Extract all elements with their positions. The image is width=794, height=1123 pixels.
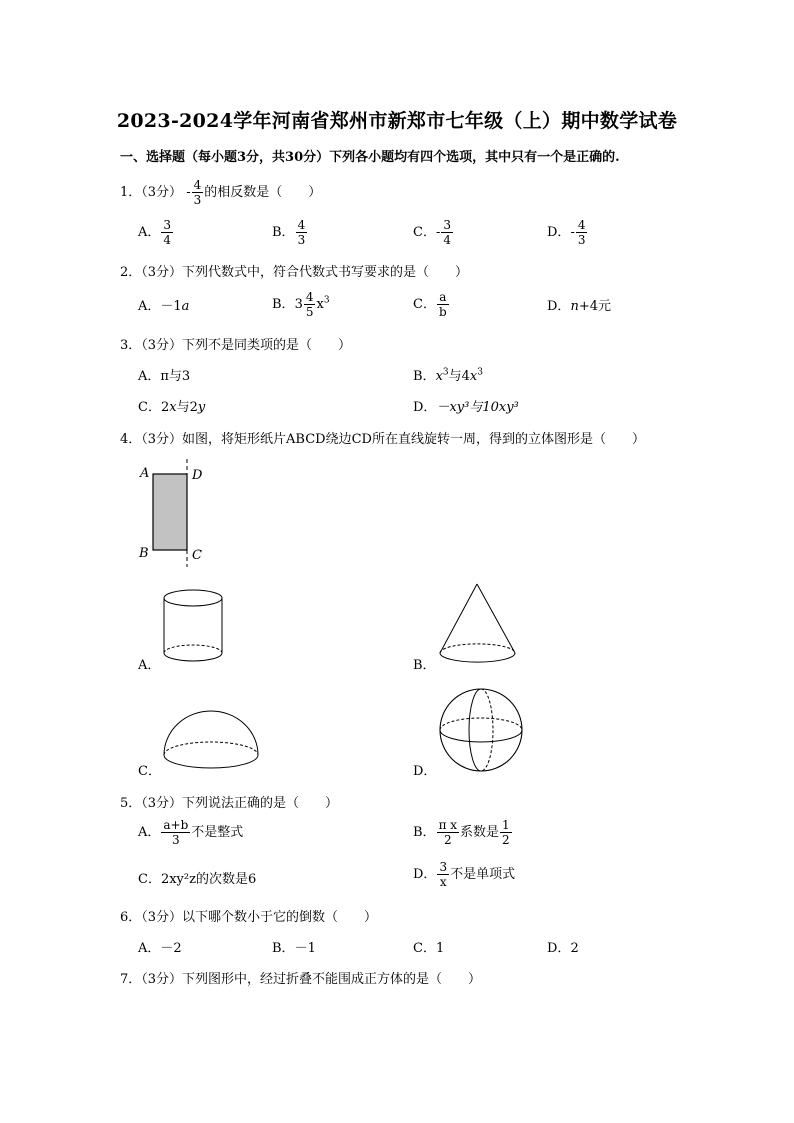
q1-option-a: A． $\frac{3}{4}$ [138,218,172,247]
q1-fraction: $\frac{4}{3}$ [193,178,202,207]
q6-option-c: C．1 [413,941,445,956]
question-3-stem: 3．（3分）下列不是同类项的是（ ） [120,338,352,353]
exam-title: 2023-2024学年河南省郑州市新郑市七年级（上）期中数学试卷 [116,110,678,132]
q2-option-d: D．n+4元 [547,299,611,314]
q1-option-b: B． $\frac{4}{3}$ [272,218,306,247]
question-4-stem: 4．（3分）如图，将矩形纸片ABCD绕边CD所在直线旋转一周，得到的立体图形是（ ） [120,432,645,447]
vertex-label-b: B [139,546,149,561]
rectangle-abcd-figure [130,455,220,575]
q1-stem-prefix: 1．（3分） [120,185,183,200]
rectangle-paper [153,474,187,550]
q1-option-d: D．- $\frac{4}{3}$ [547,218,586,247]
q1-neg-sign: - [186,185,191,200]
q5-option-b: B． $\frac{\text{π x}}{2}$ 系数是 $\frac{1}{2}$ [413,818,510,847]
question-2-stem: 2．（3分）下列代数式中，符合代数式书写要求的是（ ） [120,265,469,280]
question-7-stem: 7．（3分）下列图形中，经过折叠不能围成正方体的是（ ） [120,972,482,987]
q5-option-d: D． $\frac{3}{x}$ 不是单项式 [413,860,516,889]
q3-option-d: D．－xy³与10xy³ [413,400,519,415]
q1-option-c: C．- $\frac{3}{4}$ [413,218,451,247]
q2-option-c: C． $\frac{a}{b}$ [413,290,447,319]
q3-option-b: B．$x^3$与$4x^3$ [413,367,483,384]
q6-option-b: B．－1 [272,941,316,956]
question-5-stem: 5．（3分）下列说法正确的是（ ） [120,796,339,811]
q6-option-d: D．2 [547,941,579,956]
q3-option-a: A．π与3 [138,369,191,384]
q3-option-c: C．2x与2y [138,400,206,415]
q4-option-d-label: D． [413,764,437,779]
q5-option-a: A． $\frac{a+b}{3}$ 不是整式 [138,818,244,847]
vertex-label-c: C [192,548,202,563]
hemisphere-icon [160,705,264,775]
q6-option-a: A．－2 [138,941,182,956]
sphere-icon [436,686,528,776]
question-1-stem [120,178,321,207]
q2-option-a: A．－1a [138,299,190,314]
cone-icon [436,580,520,668]
q4-option-a-label: A． [138,658,161,673]
vertex-label-d: D [192,468,203,483]
vertex-label-a: A [140,466,150,481]
q4-option-b-label: B． [413,658,436,673]
question-6-stem: 6．（3分）以下哪个数小于它的倒数（ ） [120,910,378,925]
cylinder-icon [158,588,230,668]
q4-option-c-label: C． [138,764,161,779]
q5-option-c: C．2xy²z的次数是6 [138,872,257,887]
q1-stem-suffix: 的相反数是（ ） [204,185,322,200]
q2-option-b: B．3 $\frac{4}{5}$ $x^3$ [272,290,330,319]
section-heading: 一、选择题（每小题3分，共30分）下列各小题均有四个选项，其中只有一个是正确的. [120,150,620,165]
